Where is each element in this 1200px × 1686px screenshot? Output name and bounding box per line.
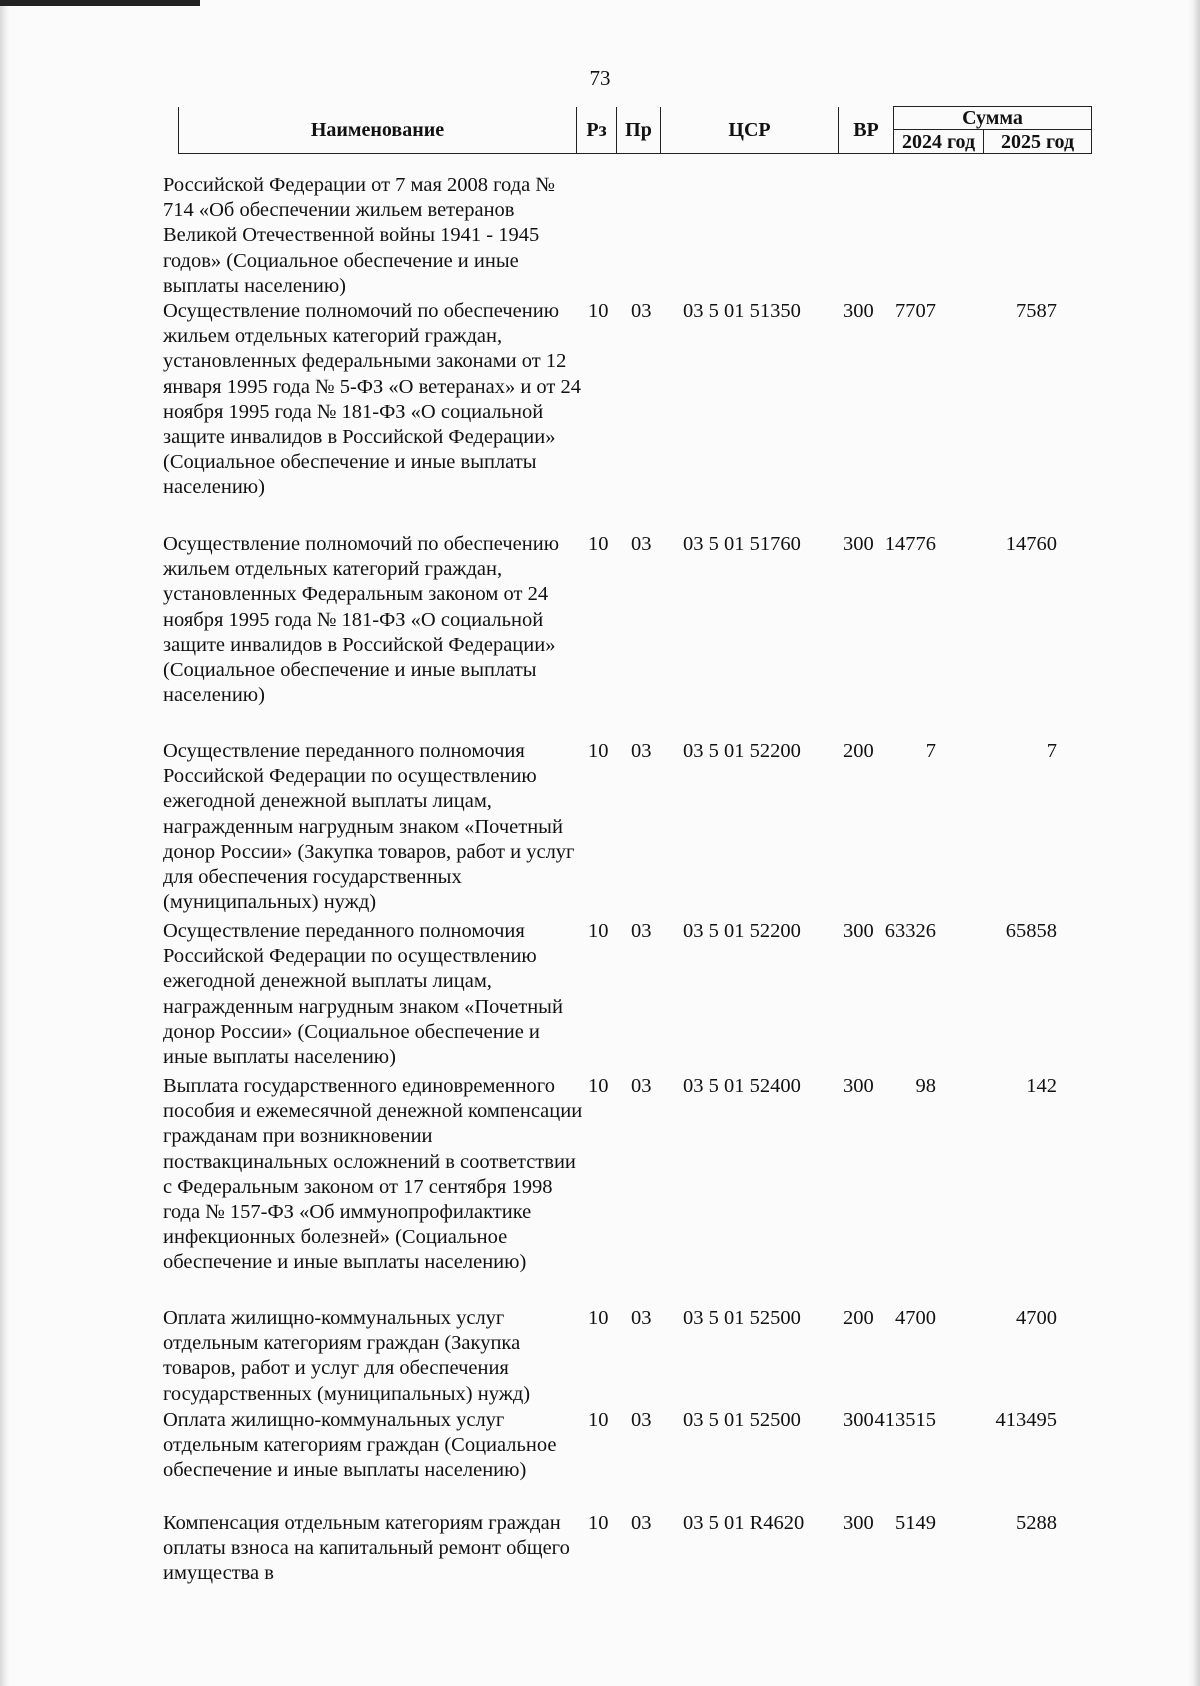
row-sum-2024: 7707 <box>895 300 936 322</box>
row-sum-2024: 98 <box>915 1075 936 1097</box>
row-sum-2025: 142 <box>1026 1075 1057 1097</box>
row-vr: 300 <box>843 1075 874 1097</box>
table-header <box>178 106 1092 154</box>
row-rz: 10 <box>588 1409 609 1431</box>
header-year-2024: 2024 год <box>894 130 984 154</box>
row-sum-2024: 7 <box>925 740 936 762</box>
row-pr: 03 <box>631 300 652 322</box>
row-vr: 300 <box>843 300 874 322</box>
header-sum: Сумма <box>894 107 1092 130</box>
row-csr: 03 5 01 52500 <box>683 1409 801 1431</box>
row-sum-2025: 413495 <box>995 1409 1057 1431</box>
row-name: Выплата государственного единовременного пособия и ежемесячной денежной компенсации гражданам при возникновении поствакцинальных осложнений в соответствии с Федеральным законом от 17 сентября 1998 года № 157-ФЗ «Об иммунопрофилактике инфекционных болезней» (Социальное обеспечение и иные выплаты населению) <box>163 1075 583 1274</box>
row-vr: 200 <box>843 740 874 762</box>
scan-edge-left <box>0 0 10 1686</box>
row-pr: 03 <box>631 1307 652 1329</box>
row-csr: 03 5 01 52400 <box>683 1075 801 1097</box>
header-rz: Рз <box>577 107 617 154</box>
row-name: Российской Федерации от 7 мая 2008 года № 714 «Об обеспечении жильем ветеранов Великой Отечественной войны 1941 - 1945 годов» (Социальное обеспечение и иные выплаты населению) <box>163 174 555 297</box>
row-pr: 03 <box>631 920 652 942</box>
row-csr: 03 5 01 51760 <box>683 533 801 555</box>
row-pr: 03 <box>631 740 652 762</box>
row-pr: 03 <box>631 533 652 555</box>
scan-bar-top <box>0 0 200 6</box>
header-name: Наименование <box>179 107 577 154</box>
row-csr: 03 5 01 52200 <box>683 920 801 942</box>
row-pr: 03 <box>631 1512 652 1534</box>
row-vr: 300 <box>843 920 874 942</box>
row-rz: 10 <box>588 1512 609 1534</box>
row-rz: 10 <box>588 1075 609 1097</box>
row-vr: 300 <box>843 1512 874 1534</box>
row-name: Осуществление полномочий по обеспечению жильем отдельных категорий граждан, установленных федеральными законами от 12 января 1995 года № 5-ФЗ «О ветеранах» и от 24 ноября 1995 года № 181-ФЗ «О социальной защите инвалидов в Российской Федерации» (Социальное обеспечение и иные выплаты населению) <box>163 300 581 499</box>
header-pr: Пр <box>617 107 661 154</box>
row-csr: 03 5 01 R4620 <box>683 1512 805 1534</box>
row-sum-2025: 7587 <box>1016 300 1057 322</box>
row-rz: 10 <box>588 533 609 555</box>
row-csr: 03 5 01 52500 <box>683 1307 801 1329</box>
page-number: 73 <box>589 66 611 90</box>
header-vr: ВР <box>839 107 894 154</box>
row-pr: 03 <box>631 1409 652 1431</box>
row-sum-2025: 65858 <box>1005 920 1057 942</box>
row-rz: 10 <box>588 300 609 322</box>
row-name: Осуществление переданного полномочия Российской Федерации по осуществлению ежегодной денежной выплаты лицам, награжденным нагрудным знаком «Почетный донор России» (Закупка товаров, работ и услуг для обеспечения государственных (муниципальных) нужд) <box>163 740 575 914</box>
row-sum-2024: 5149 <box>895 1512 936 1534</box>
row-name: Осуществление полномочий по обеспечению жильем отдельных категорий граждан, установленных Федеральным законом от 24 ноября 1995 года № 181-ФЗ «О социальной защите инвалидов в Российской Федерации» (Социальное обеспечение и иные выплаты населению) <box>163 533 560 707</box>
row-sum-2025: 7 <box>1046 740 1057 762</box>
row-name: Компенсация отдельным категориям граждан оплаты взноса на капитальный ремонт общего имущества в <box>163 1512 570 1585</box>
row-sum-2024: 4700 <box>895 1307 936 1329</box>
row-rz: 10 <box>588 920 609 942</box>
row-sum-2024: 14776 <box>884 533 936 555</box>
row-name: Осуществление переданного полномочия Российской Федерации по осуществлению ежегодной денежной выплаты лицам, награжденным нагрудным знаком «Почетный донор России» (Социальное обеспечение и иные выплаты населению) <box>163 920 563 1069</box>
scan-edge-right <box>1188 0 1200 1686</box>
row-sum-2024: 413515 <box>874 1409 936 1431</box>
row-sum-2025: 14760 <box>1005 533 1057 555</box>
header-year-2025: 2025 год <box>984 130 1092 154</box>
row-csr: 03 5 01 52200 <box>683 740 801 762</box>
row-sum-2025: 4700 <box>1016 1307 1057 1329</box>
row-csr: 03 5 01 51350 <box>683 300 801 322</box>
row-name: Оплата жилищно-коммунальных услуг отдельным категориям граждан (Закупка товаров, работ и услуг для обеспечения государственных (муниципальных) нужд) <box>163 1307 531 1405</box>
row-vr: 300 <box>843 533 874 555</box>
row-pr: 03 <box>631 1075 652 1097</box>
row-sum-2025: 5288 <box>1016 1512 1057 1534</box>
row-name: Оплата жилищно-коммунальных услуг отдельным категориям граждан (Социальное обеспечение и иные выплаты населению) <box>163 1409 557 1482</box>
row-rz: 10 <box>588 740 609 762</box>
row-vr: 200 <box>843 1307 874 1329</box>
row-vr: 300 <box>843 1409 874 1431</box>
header-csr: ЦСР <box>661 107 839 154</box>
row-sum-2024: 63326 <box>884 920 936 942</box>
row-rz: 10 <box>588 1307 609 1329</box>
